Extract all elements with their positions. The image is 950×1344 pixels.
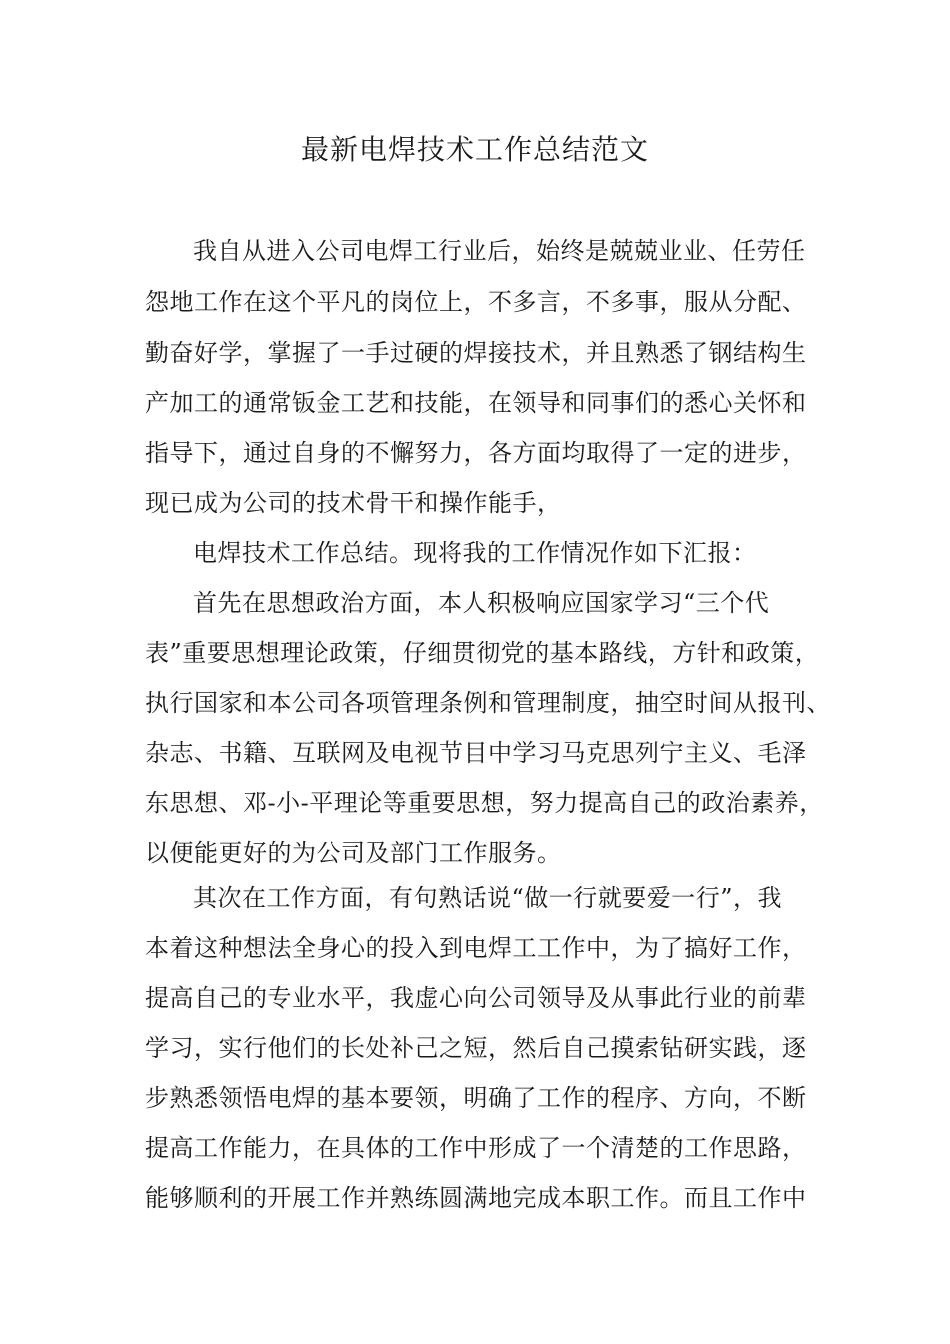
paragraph-line: 产加工的通常钣金工艺和技能，在领导和同事们的悉心关怀和 <box>145 389 807 417</box>
paragraph-line: 勤奋好学，掌握了一手过硬的焊接技术，并且熟悉了钢结构生 <box>145 339 807 367</box>
paragraph-line: 学习，实行他们的长处补己之短，然后自己摸索钻研实践，逐 <box>145 1034 807 1062</box>
paragraph-line: 杂志、书籍、互联网及电视节目中学习马克思列宁主义、毛泽 <box>145 739 807 767</box>
paragraph-line: 东思想、邓-小-平理论等重要思想，努力提高自己的政治素养， <box>145 789 824 817</box>
paragraph-line: 执行国家和本公司各项管理条例和管理制度，抽空时间从报刊、 <box>145 689 831 717</box>
document-title: 最新电焊技术工作总结范文 <box>300 133 649 166</box>
paragraph-line: 电焊技术工作总结。现将我的工作情况作如下汇报： <box>193 539 757 567</box>
paragraph-line: 步熟悉领悟电焊的基本要领，明确了工作的程序、方向，不断 <box>145 1084 807 1112</box>
paragraph-line: 我自从进入公司电焊工行业后，始终是兢兢业业、任劳任 <box>193 237 806 265</box>
paragraph-line: 现已成为公司的技术骨干和操作能手， <box>145 489 562 517</box>
paragraph-line: 其次在工作方面，有句熟话说“做一行就要爱一行”，我 <box>193 884 783 912</box>
paragraph-line: 首先在思想政治方面，本人积极响应国家学习“三个代 <box>193 589 770 617</box>
paragraph-line: 能够顺利的开展工作并熟练圆满地完成本职工作。而且工作中 <box>145 1184 807 1212</box>
paragraph-line: 指导下，通过自身的不懈努力，各方面均取得了一定的进步， <box>145 439 807 467</box>
paragraph-line: 本着这种想法全身心的投入到电焊工工作中，为了搞好工作， <box>145 934 807 962</box>
paragraph-line: 提高自己的专业水平，我虚心向公司领导及从事此行业的前辈 <box>145 984 807 1012</box>
paragraph-line: 表”重要思想理论政策，仔细贯彻党的基本路线，方针和政策， <box>145 639 820 667</box>
paragraph-line: 怨地工作在这个平凡的岗位上，不多言，不多事，服从分配、 <box>145 288 807 316</box>
paragraph-line: 以便能更好的为公司及部门工作服务。 <box>145 839 562 867</box>
paragraph-line: 提高工作能力，在具体的工作中形成了一个清楚的工作思路， <box>145 1134 807 1162</box>
